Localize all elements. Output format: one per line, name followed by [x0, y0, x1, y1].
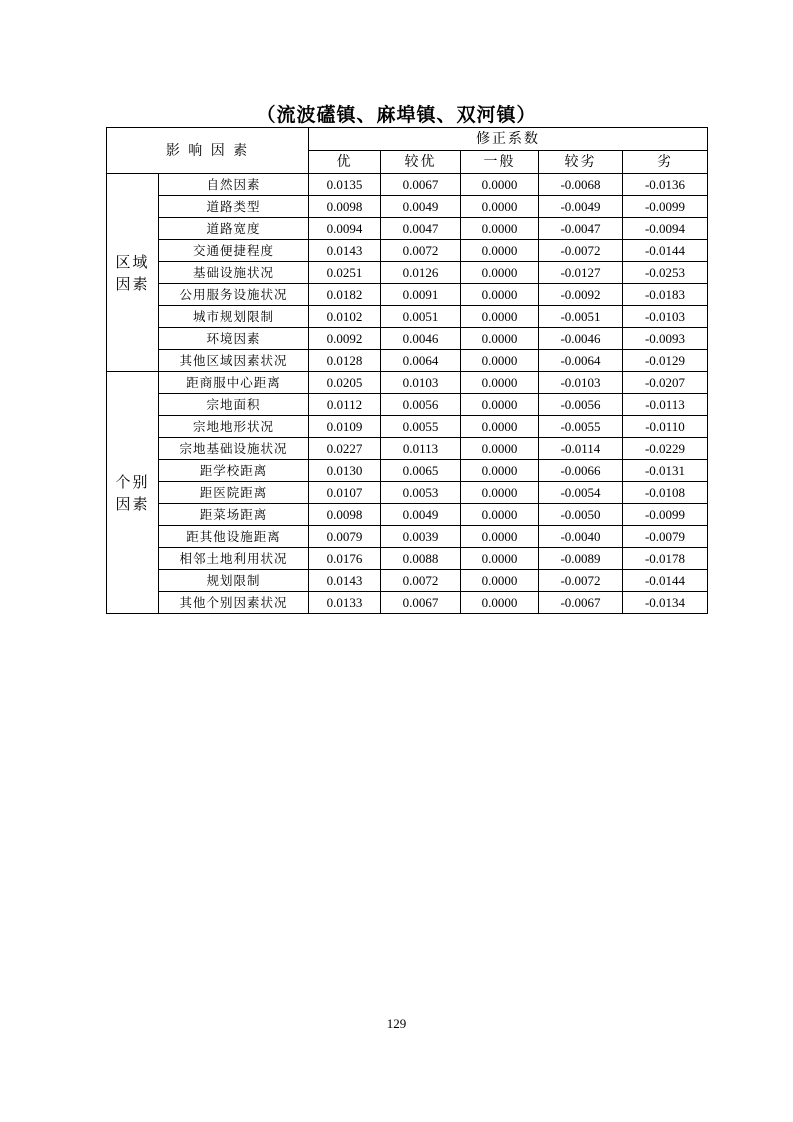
coefficient-cell: 0.0091 [381, 284, 461, 306]
coefficient-cell: -0.0108 [623, 482, 708, 504]
coefficient-cell: -0.0093 [623, 328, 708, 350]
coefficient-cell: 0.0135 [309, 174, 381, 196]
coefficient-cell: 0.0000 [461, 372, 539, 394]
level-header: 较优 [381, 151, 461, 174]
correction-coefficient-table [106, 127, 708, 614]
factor-name: 宗地基础设施状况 [159, 438, 309, 460]
coefficient-cell: 0.0000 [461, 438, 539, 460]
coefficient-cell: 0.0072 [381, 240, 461, 262]
coefficient-cell: -0.0253 [623, 262, 708, 284]
coefficient-cell: 0.0000 [461, 548, 539, 570]
table-row [107, 482, 708, 504]
coefficient-cell: 0.0053 [381, 482, 461, 504]
coefficient-cell: 0.0103 [381, 372, 461, 394]
coefficient-cell: 0.0000 [461, 218, 539, 240]
factor-header: 影 响 因 素 [107, 128, 309, 174]
coefficient-cell: -0.0178 [623, 548, 708, 570]
factor-name: 距学校距离 [159, 460, 309, 482]
coefficient-cell: -0.0055 [539, 416, 623, 438]
coefficient-cell: 0.0098 [309, 196, 381, 218]
coefficient-cell: 0.0000 [461, 174, 539, 196]
coefficient-cell: -0.0079 [623, 526, 708, 548]
coefficient-cell: 0.0067 [381, 174, 461, 196]
coefficient-header: 修正系数 [309, 128, 708, 151]
coefficient-cell: 0.0000 [461, 460, 539, 482]
coefficient-cell: 0.0072 [381, 570, 461, 592]
table-row [107, 372, 708, 394]
coefficient-cell: 0.0130 [309, 460, 381, 482]
page-number: 129 [386, 1016, 407, 1031]
coefficient-cell: -0.0072 [539, 570, 623, 592]
coefficient-cell: 0.0094 [309, 218, 381, 240]
coefficient-cell: -0.0229 [623, 438, 708, 460]
coefficient-cell: 0.0046 [381, 328, 461, 350]
level-header: 劣 [623, 151, 708, 174]
table-row [107, 570, 708, 592]
table-row [107, 350, 708, 372]
coefficient-cell: -0.0049 [539, 196, 623, 218]
coefficient-cell: 0.0000 [461, 504, 539, 526]
coefficient-cell: 0.0126 [381, 262, 461, 284]
factor-name: 其他个别因素状况 [159, 592, 309, 614]
factor-name: 道路宽度 [159, 218, 309, 240]
coefficient-cell: -0.0047 [539, 218, 623, 240]
coefficient-cell: -0.0103 [623, 306, 708, 328]
factor-name: 宗地面积 [159, 394, 309, 416]
table-row [107, 548, 708, 570]
coefficient-cell: -0.0072 [539, 240, 623, 262]
table-row [107, 284, 708, 306]
coefficient-cell: -0.0129 [623, 350, 708, 372]
coefficient-cell: -0.0046 [539, 328, 623, 350]
factor-name: 城市规划限制 [159, 306, 309, 328]
factor-name: 相邻土地利用状况 [159, 548, 309, 570]
coefficient-cell: -0.0067 [539, 592, 623, 614]
coefficient-cell: -0.0050 [539, 504, 623, 526]
coefficient-cell: 0.0000 [461, 526, 539, 548]
coefficient-cell: 0.0000 [461, 262, 539, 284]
coefficient-cell: -0.0099 [623, 504, 708, 526]
factor-name: 其他区域因素状况 [159, 350, 309, 372]
coefficient-cell: 0.0227 [309, 438, 381, 460]
coefficient-cell: 0.0176 [309, 548, 381, 570]
coefficient-cell: -0.0183 [623, 284, 708, 306]
table-row [107, 196, 708, 218]
coefficient-cell: 0.0092 [309, 328, 381, 350]
coefficient-cell: 0.0000 [461, 570, 539, 592]
factor-name: 公用服务设施状况 [159, 284, 309, 306]
factor-name: 距其他设施距离 [159, 526, 309, 548]
factor-name: 距菜场距离 [159, 504, 309, 526]
coefficient-cell: 0.0047 [381, 218, 461, 240]
factor-name: 宗地地形状况 [159, 416, 309, 438]
coefficient-cell: 0.0107 [309, 482, 381, 504]
coefficient-cell: -0.0089 [539, 548, 623, 570]
coefficient-cell: -0.0113 [623, 394, 708, 416]
coefficient-cell: 0.0000 [461, 284, 539, 306]
coefficient-cell: 0.0102 [309, 306, 381, 328]
coefficient-cell: -0.0131 [623, 460, 708, 482]
coefficient-cell: 0.0000 [461, 592, 539, 614]
coefficient-cell: 0.0000 [461, 394, 539, 416]
coefficient-cell: 0.0000 [461, 350, 539, 372]
coefficient-cell: -0.0103 [539, 372, 623, 394]
factor-name: 交通便捷程度 [159, 240, 309, 262]
coefficient-cell: 0.0065 [381, 460, 461, 482]
group-label: 区域 因素 [107, 174, 159, 372]
factor-name: 自然因素 [159, 174, 309, 196]
factor-name: 道路类型 [159, 196, 309, 218]
level-header: 较劣 [539, 151, 623, 174]
table-row [107, 504, 708, 526]
coefficient-cell: 0.0205 [309, 372, 381, 394]
table-row [107, 592, 708, 614]
coefficient-cell: 0.0000 [461, 196, 539, 218]
coefficient-cell: -0.0066 [539, 460, 623, 482]
coefficient-cell: 0.0000 [461, 416, 539, 438]
coefficient-cell: -0.0144 [623, 240, 708, 262]
coefficient-cell: 0.0056 [381, 394, 461, 416]
coefficient-cell: -0.0134 [623, 592, 708, 614]
table-row [107, 174, 708, 196]
coefficient-cell: -0.0144 [623, 570, 708, 592]
level-header: 一般 [461, 151, 539, 174]
coefficient-cell: 0.0088 [381, 548, 461, 570]
coefficient-cell: 0.0049 [381, 504, 461, 526]
table-row [107, 306, 708, 328]
factor-name: 距商服中心距离 [159, 372, 309, 394]
table-row [107, 240, 708, 262]
coefficient-cell: 0.0039 [381, 526, 461, 548]
coefficient-cell: 0.0133 [309, 592, 381, 614]
coefficient-cell: 0.0049 [381, 196, 461, 218]
coefficient-cell: -0.0068 [539, 174, 623, 196]
coefficient-cell: 0.0109 [309, 416, 381, 438]
coefficient-cell: 0.0113 [381, 438, 461, 460]
coefficient-cell: 0.0143 [309, 240, 381, 262]
factor-name: 距医院距离 [159, 482, 309, 504]
coefficient-cell: -0.0054 [539, 482, 623, 504]
coefficient-cell: -0.0114 [539, 438, 623, 460]
coefficient-cell: -0.0064 [539, 350, 623, 372]
coefficient-cell: -0.0051 [539, 306, 623, 328]
coefficient-cell: 0.0064 [381, 350, 461, 372]
factor-name: 基础设施状况 [159, 262, 309, 284]
table-row [107, 438, 708, 460]
table-row [107, 218, 708, 240]
coefficient-cell: 0.0079 [309, 526, 381, 548]
coefficient-cell: 0.0251 [309, 262, 381, 284]
table-row [107, 460, 708, 482]
coefficient-cell: 0.0000 [461, 482, 539, 504]
coefficient-cell: -0.0207 [623, 372, 708, 394]
table-title: （流波礚镇、麻埠镇、双河镇） [256, 104, 537, 126]
coefficient-cell: -0.0056 [539, 394, 623, 416]
coefficient-cell: -0.0136 [623, 174, 708, 196]
level-header: 优 [309, 151, 381, 174]
factor-name: 环境因素 [159, 328, 309, 350]
table-row [107, 262, 708, 284]
coefficient-cell: 0.0067 [381, 592, 461, 614]
coefficient-cell: 0.0000 [461, 240, 539, 262]
coefficient-cell: 0.0055 [381, 416, 461, 438]
table-row [107, 416, 708, 438]
coefficient-cell: 0.0098 [309, 504, 381, 526]
coefficient-cell: 0.0143 [309, 570, 381, 592]
group-label: 个别 因素 [107, 372, 159, 614]
header-row [107, 128, 708, 151]
factor-name: 规划限制 [159, 570, 309, 592]
table-row [107, 394, 708, 416]
coefficient-cell: -0.0099 [623, 196, 708, 218]
coefficient-cell: -0.0094 [623, 218, 708, 240]
coefficient-cell: 0.0000 [461, 328, 539, 350]
table-row [107, 526, 708, 548]
coefficient-cell: 0.0112 [309, 394, 381, 416]
coefficient-cell: 0.0051 [381, 306, 461, 328]
coefficient-cell: 0.0000 [461, 306, 539, 328]
coefficient-cell: -0.0040 [539, 526, 623, 548]
coefficient-cell: 0.0182 [309, 284, 381, 306]
coefficient-cell: -0.0110 [623, 416, 708, 438]
coefficient-cell: 0.0128 [309, 350, 381, 372]
coefficient-cell: -0.0092 [539, 284, 623, 306]
table-row [107, 328, 708, 350]
coefficient-cell: -0.0127 [539, 262, 623, 284]
